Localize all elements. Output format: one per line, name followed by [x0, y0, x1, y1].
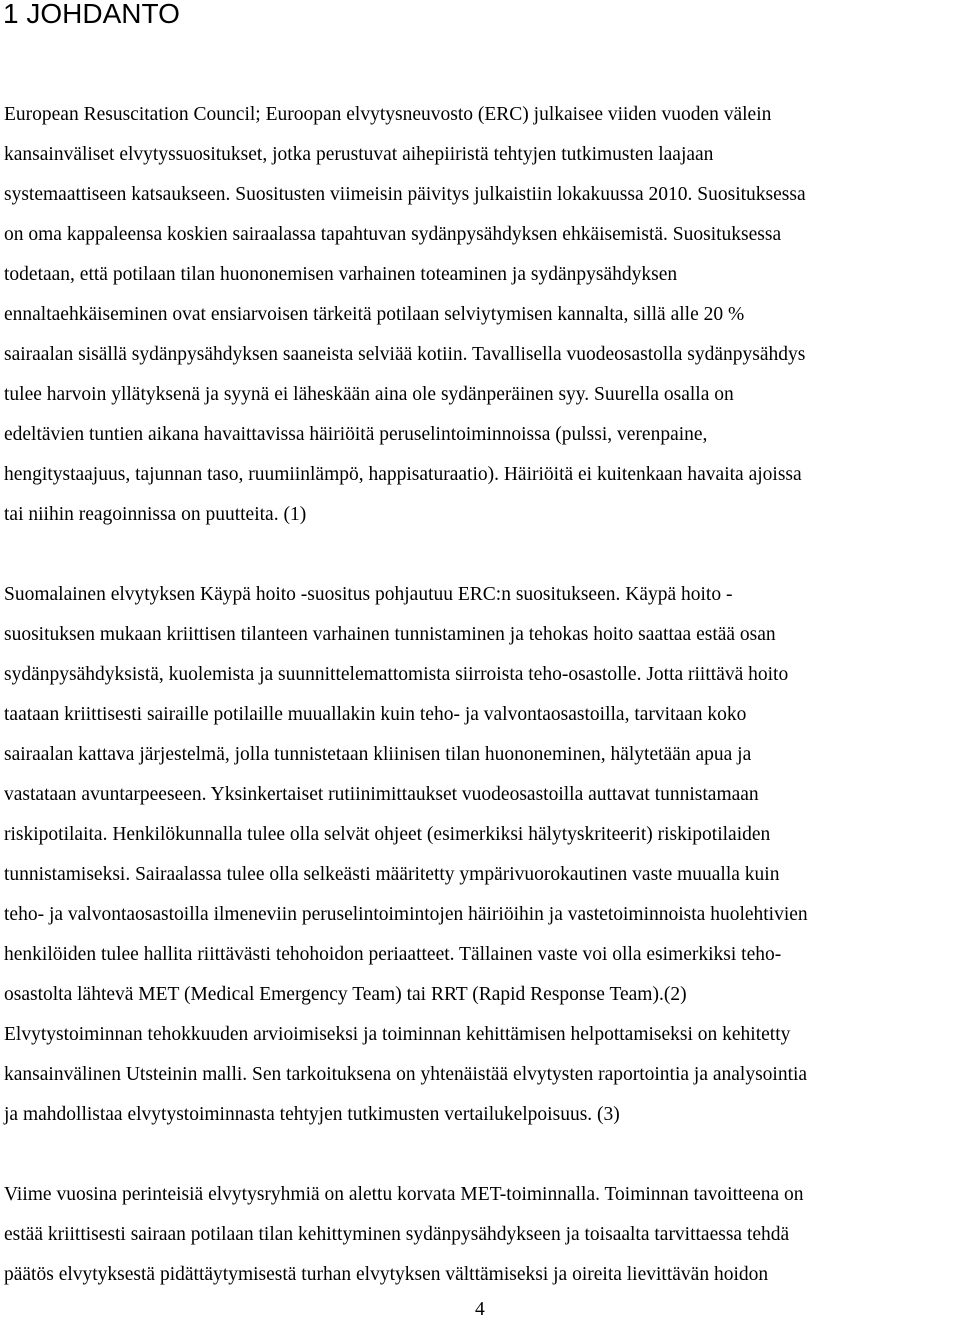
text-line: teho- ja valvontaosastoilla ilmeneviin peruselintoimintojen häiriöihin ja vastetoiminnoista huolehtivien	[4, 904, 808, 925]
text-line: European Resuscitation Council; Euroopan elvytysneuvosto (ERC) julkaisee viiden vuoden välein	[4, 104, 772, 125]
text-line: on oma kappaleensa koskien sairaalassa tapahtuvan sydänpysähdyksen ehkäisemistä. Suosituksessa	[4, 224, 782, 245]
text-line: riskipotilaita. Henkilökunnalla tulee olla selvät ohjeet (esimerkiksi hälytyskriteerit) riskipotilaiden	[4, 824, 771, 845]
text-line: päätös elvytyksestä pidättäytymisestä turhan elvytyksen välttämiseksi ja oireita lievittävän hoidon	[4, 1264, 769, 1285]
text-line: todetaan, että potilaan tilan huononemisen varhainen toteaminen ja sydänpysähdyksen	[4, 264, 678, 285]
text-line: ja mahdollistaa elvytystoiminnasta tehtyjen tutkimusten vertailukelpoisuus. (3)	[4, 1104, 620, 1125]
paragraph-1	[4, 95, 806, 535]
paragraph-2	[4, 575, 808, 1135]
text-line: ennaltaehkäiseminen ovat ensiarvoisen tärkeitä potilaan selviytymisen kannalta, sillä alle 20 %	[4, 304, 745, 325]
text-line: hengitystaajuus, tajunnan taso, ruumiinlämpö, happisaturaatio). Häiriöitä ei kuitenkaan havaita ajoissa	[4, 464, 802, 485]
text-line: tunnistamiseksi. Sairaalassa tulee olla selkeästi määritetty ympärivuorokautinen vaste muualla kuin	[4, 864, 780, 885]
text-line: kansainvälinen Utsteinin malli. Sen tarkoituksena on yhtenäistää elvytysten raportointia ja analysointia	[4, 1064, 808, 1085]
text-line: vastataan avuntarpeeseen. Yksinkertaiset rutiinimittaukset vuodeosastoilla auttavat tunnistamaan	[4, 784, 759, 805]
text-line: Elvytystoiminnan tehokkuuden arvioimiseksi ja toiminnan kehittämisen helpottamiseksi on kehitetty	[4, 1024, 791, 1045]
text-line: osastolta lähtevä MET (Medical Emergency Team) tai RRT (Rapid Response Team).(2)	[4, 984, 687, 1005]
text-line: Suomalainen elvytyksen Käypä hoito -suositus pohjautuu ERC:n suositukseen. Käypä hoito -	[4, 584, 733, 605]
text-line: Viime vuosina perinteisiä elvytysryhmiä on alettu korvata MET-toiminnalla. Toiminnan tavoitteena on	[4, 1184, 804, 1205]
text-line: edeltävien tuntien aikana havaittavissa häiriöitä peruselintoiminnoissa (pulssi, verenpaine,	[4, 424, 708, 445]
text-line: sydänpysähdyksistä, kuolemista ja suunnittelemattomista siirroista teho-osastolle. Jotta riittävä hoito	[4, 664, 789, 685]
text-line: sairaalan sisällä sydänpysähdyksen saaneista selviää kotiin. Tavallisella vuodeosastolla sydänpysähdys	[4, 344, 806, 365]
text-line: henkilöiden tulee hallita riittävästi tehohoidon periaatteet. Tällainen vaste voi olla esimerkiksi teho-	[4, 944, 782, 965]
page-number: 4	[475, 1299, 485, 1320]
text-line: kansainväliset elvytyssuositukset, jotka perustuvat aihepiiristä tehtyjen tutkimusten laajaan	[4, 144, 714, 165]
text-line: suosituksen mukaan kriittisen tilanteen varhainen tunnistaminen ja tehokas hoito saattaa estää osan	[4, 624, 776, 645]
text-line: systemaattiseen katsaukseen. Suositusten viimeisin päivitys julkaistiin lokakuussa 2010. Suosituksessa	[4, 184, 806, 205]
paragraph-3	[4, 1175, 804, 1295]
section-heading: 1 JOHDANTO	[3, 0, 180, 29]
text-line: sairaalan kattava järjestelmä, jolla tunnistetaan kliinisen tilan huononeminen, hälytetään apua ja	[4, 744, 752, 765]
text-line: tulee harvoin yllätyksenä ja syynä ei läheskään aina ole sydänperäinen syy. Suurella osalla on	[4, 384, 734, 405]
text-line: taataan kriittisesti sairaille potilaille muuallakin kuin teho- ja valvontaosastoilla, tarvitaan koko	[4, 704, 747, 725]
text-line: estää kriittisesti sairaan potilaan tilan kehittyminen sydänpysähdykseen ja toisaalta tarvittaessa tehdä	[4, 1224, 790, 1245]
text-line: tai niihin reagoinnissa on puutteita. (1)	[4, 504, 307, 525]
